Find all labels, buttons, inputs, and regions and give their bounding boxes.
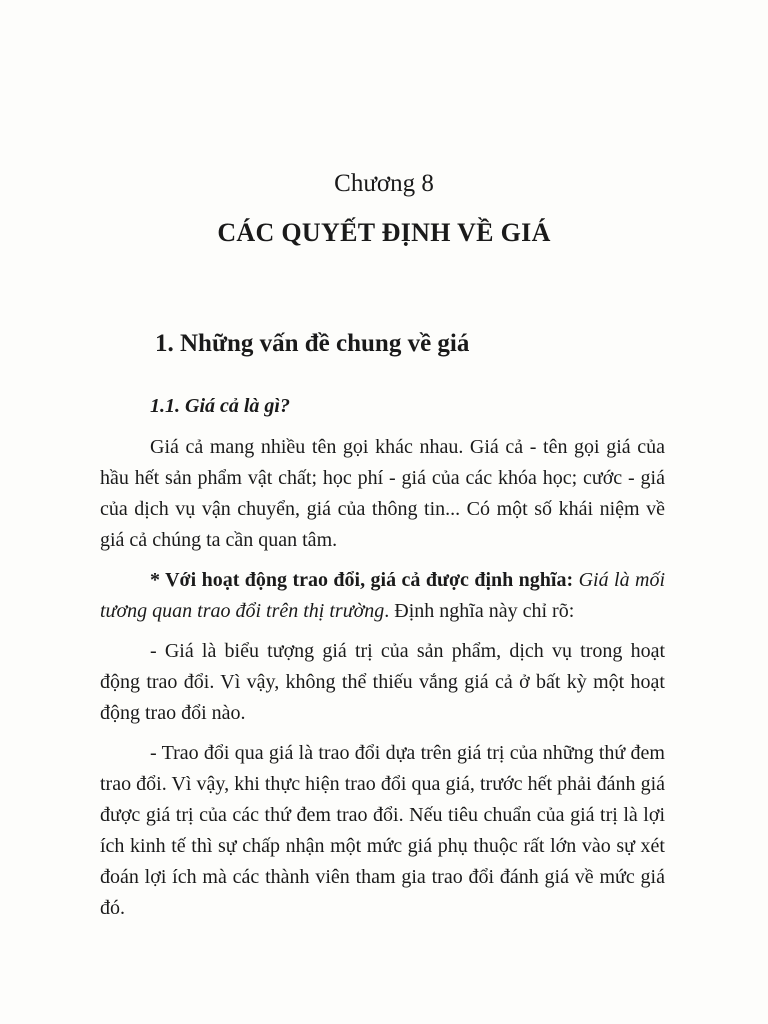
paragraph-1: Giá cả mang nhiều tên gọi khác nhau. Giá cả - tên gọi giá của hầu hết sản phẩm vật chất; học phí - giá của các khóa học; cước - giá của dịch vụ vận chuyển, giá của thông tin... Có một số khái niệm về giá cả chúng ta cần quan tâm. <box>100 436 665 551</box>
paragraph-2-bold-lead: * Với hoạt động trao đổi, giá cả được định nghĩa: <box>150 569 574 591</box>
section-heading: 1. Những vấn đề chung về giá <box>155 330 470 357</box>
paragraph-2-rest: . Định nghĩa này chỉ rõ: <box>384 600 575 622</box>
paragraph-2 <box>100 565 665 627</box>
body-text <box>100 432 665 933</box>
paragraph-4: - Trao đổi qua giá là trao đổi dựa trên giá trị của những thứ đem trao đổi. Vì vậy, khi thực hiện trao đổi qua giá, trước hết phải đánh giá được giá trị của các thứ đem trao đổi. Nếu tiêu chuẩn của giá trị là lợi ích kinh tế thì sự chấp nhận một mức giá phụ thuộc rất lớn vào sự xét đoán lợi ích mà các thành viên tham gia trao đổi đánh giá về mức giá đó. <box>100 742 665 919</box>
paragraph-3: - Giá là biểu tượng giá trị của sản phẩm, dịch vụ trong hoạt động trao đổi. Vì vậy, không thể thiếu vắng giá cả ở bất kỳ một hoạt động trao đổi nào. <box>100 640 665 724</box>
paragraph-2-italic-definition: Giá là mối tương quan trao đổi trên thị trường <box>100 569 666 622</box>
chapter-label: Chương 8 <box>334 170 434 197</box>
chapter-title: CÁC QUYẾT ĐỊNH VỀ GIÁ <box>217 218 551 247</box>
subsection-heading: 1.1. Giá cả là gì? <box>150 395 290 417</box>
